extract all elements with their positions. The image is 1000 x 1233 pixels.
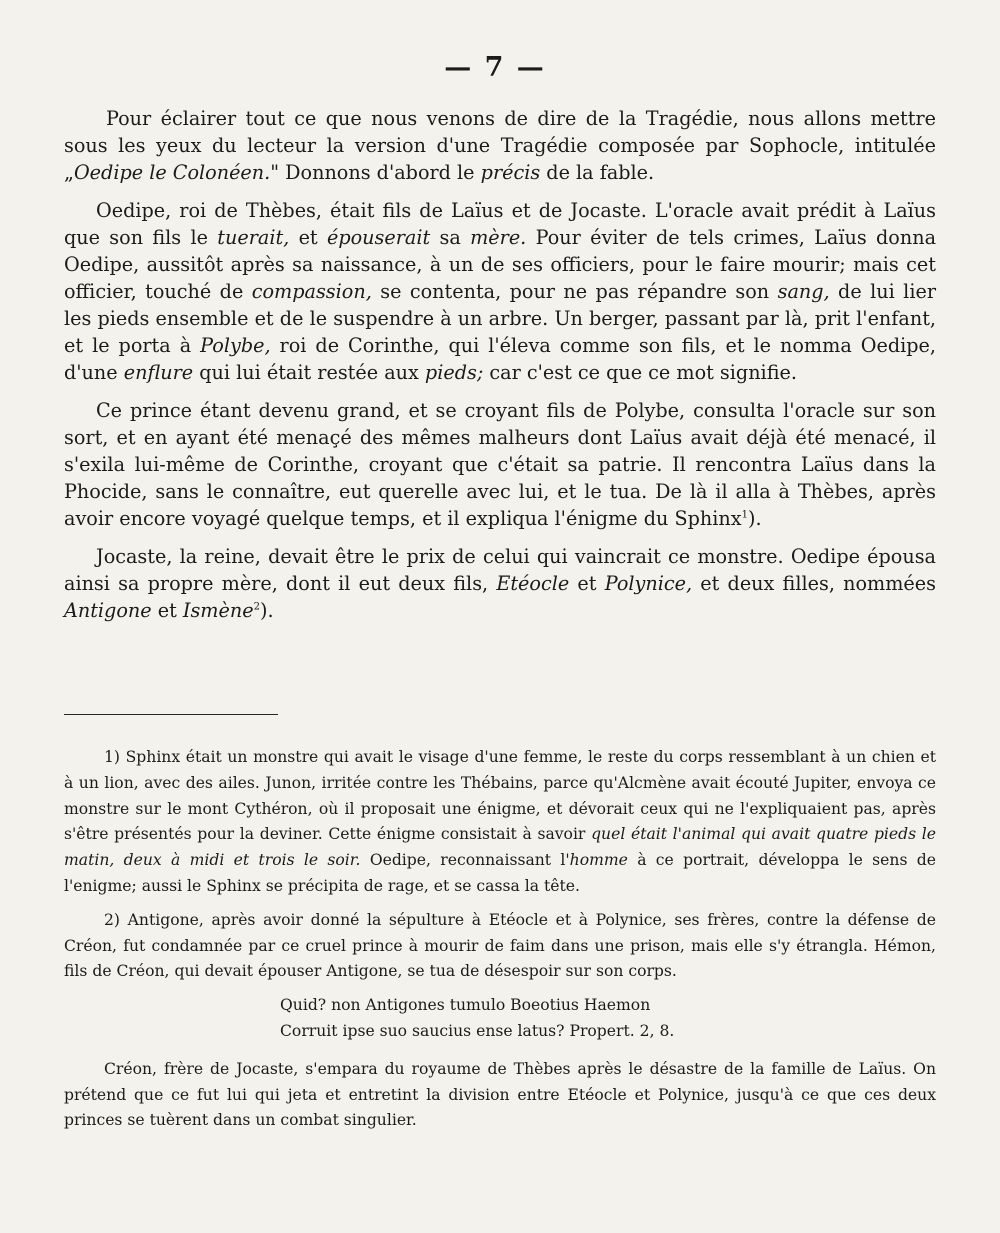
- paragraph-2: Oedipe, roi de Thèbes, était fils de Laïus et de Jocaste. L'oracle avait prédit à Laïus que son fils le tuerait, et épouserait sa mère. Pour éviter de tels crimes, Laïus donna Oedipe, aussitôt après sa naissance, à un de ses officiers, pour le faire mourir; mais cet officier, touché de compassion, se contenta, pour ne pas répandre son sang, de lui lier les pieds ensemble et de le suspendre à un arbre. Un berger, passant par là, prit l'enfant, et le porta à Polybe, roi de Corinthe, qui l'éleva comme son fils, et le nomma Oedipe, d'une enflure qui lui était restée aux pieds; car c'est ce que ce mot signifie.: [64, 199, 937, 384]
- footnote-ref-2: 2: [253, 601, 260, 613]
- paragraph-3: Ce prince étant devenu grand, et se croyant fils de Polybe, consulta l'oracle sur son sort, et en ayant été menaçé des mêmes malheurs dont Laïus avait déjà été menacé, il s'exila lui-même de Corinthe, croyant que c'était sa patrie. Il rencontra Laïus dans la Phocide, sans le connaître, eut querelle avec lui, et le tua. De là il alla à Thèbes, après avoir encore voyagé quelque temps, et il expliqua l'énigme du Sphinx$^1$).: [64, 399, 936, 530]
- paragraph-1: Pour éclairer tout ce que nous venons de dire de la Tragédie, nous allons mettre sous les yeux du lecteur la version d'une Tragédie composée par Sophocle, intitulée „Oedipe le Colonéen." Donnons d'abord le précis de la fable.: [64, 107, 936, 184]
- footnote-2: 2) Antigone, après avoir donné la sépulture à Etéocle et à Polynice, ses frères, contre la défense de Créon, fut condamnée par ce cruel prince à mourir de faim dans une prison, mais elle s'y étrangla. Hémon, fils de Créon, qui devait épouser Antigone, se tua de désespoir sur son corps.: [64, 910, 936, 981]
- footnote-creon: Créon, frère de Jocaste, s'empara du royaume de Thèbes après le désastre de la famille de Laïus. On prétend que ce fut lui qui jeta et entretint la division entre Etéocle et Polynice, jusqu'à ce que ces deux princes se tuèrent dans un combat singulier.: [64, 1059, 936, 1130]
- footnotes: [64, 745, 936, 1142]
- footnote-ref-1: 1: [741, 509, 748, 521]
- footnote-1: 1) Sphinx était un monstre qui avait le visage d'une femme, le reste du corps ressemblant à un chien et à un lion, avec des ailes. Junon, irritée contre les Thébains, parce qu'Alcmène avait écouté Jupiter, envoya ce monstre sur le mont Cythéron, où il proposait une énigme, et dévorait ceux qui ne l'expliquaient pas, après s'être présentés pour la deviner. Cette énigme consistait à savoir quel était l'animal qui avait quatre pieds le matin, deux à midi et trois le soir. Oedipe, reconnaissant l'homme à ce portrait, développa le sens de l'enigme; aussi le Sphinx se précipita de rage, et se cassa la tête.: [64, 748, 937, 895]
- paragraph-4: Jocaste, la reine, devait être le prix de celui qui vaincrait ce monstre. Oedipe épousa ainsi sa propre mère, dont il eut deux fils, Etéocle et Polynice, et deux filles, nommées Antigone et Ismène$^2$).: [64, 545, 936, 622]
- footnote-separator: [64, 714, 278, 715]
- latin-quotation: [64, 993, 936, 1045]
- quote-line-2: Corruit ipse suo saucius ense latus? Propert. 2, 8.: [280, 1021, 675, 1040]
- main-text: [64, 105, 936, 635]
- page-number: — 7 —: [444, 52, 546, 83]
- quote-line-1: Quid? non Antigones tumulo Boeotius Haemon: [280, 996, 651, 1015]
